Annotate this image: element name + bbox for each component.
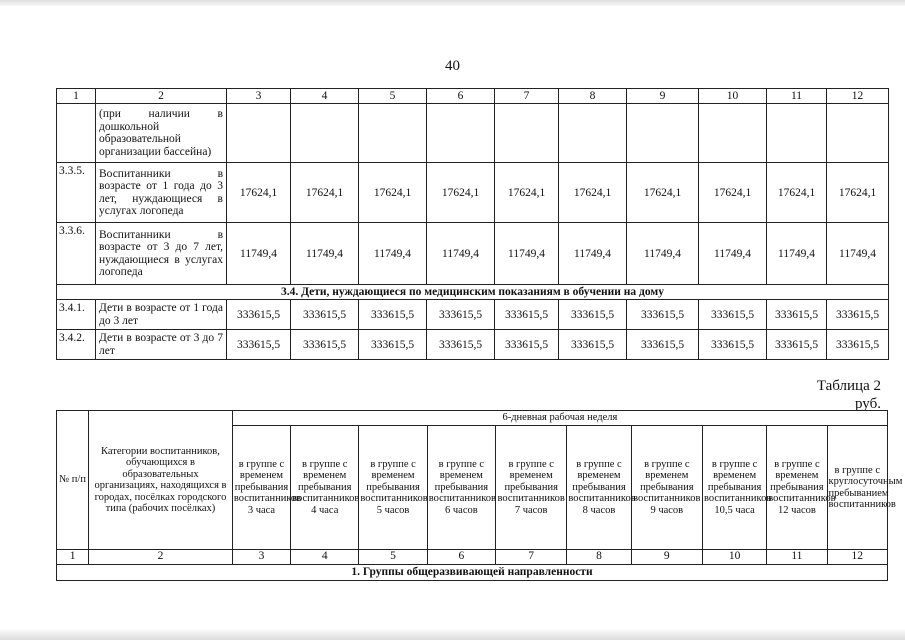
- table-row: [57, 104, 889, 163]
- cell-value: 11749,4: [627, 223, 699, 285]
- scan-edge-bottom: [0, 628, 905, 640]
- cell-value: 11749,4: [359, 223, 427, 285]
- group-header: в группе с временем пребывания воспитанников 5 часов: [359, 426, 427, 550]
- cell-value: 17624,1: [559, 163, 627, 223]
- cell-value: 333615,5: [827, 330, 889, 360]
- cell-value: 333615,5: [291, 300, 359, 330]
- column-number: 12: [827, 550, 887, 565]
- column-number: 2: [96, 89, 227, 104]
- cell-value: 333615,5: [291, 330, 359, 360]
- table-row: [57, 223, 889, 285]
- column-number: 5: [359, 550, 427, 565]
- table-row: [57, 330, 889, 360]
- column-number: 9: [627, 89, 699, 104]
- table2-unit: руб.: [855, 396, 881, 412]
- column-number: 10: [699, 89, 767, 104]
- cell-value: 333615,5: [767, 330, 827, 360]
- group-header: в группе с временем пребывания воспитанников 9 часов: [631, 426, 702, 550]
- table-header-row: [57, 411, 888, 426]
- column-header-number: № п/п: [57, 411, 89, 550]
- cell-value: 11749,4: [767, 223, 827, 285]
- column-number: 7: [495, 89, 559, 104]
- row-category: Воспитанники в возрасте от 1 года до 3 лет, нуждающиеся в услугах логопеда: [96, 163, 227, 223]
- column-number: 4: [291, 89, 359, 104]
- cell-value: 17624,1: [427, 163, 495, 223]
- row-category: Воспитанники в возрасте от 3 до 7 лет, нуждающиеся в услугах логопеда: [96, 223, 227, 285]
- row-code: 3.3.6.: [57, 223, 96, 285]
- column-number: 5: [359, 89, 427, 104]
- tariff-table-2: [56, 410, 903, 581]
- cell-value: 333615,5: [559, 300, 627, 330]
- row-category: Дети в возрасте от 3 до 7 лет: [96, 330, 227, 360]
- column-number-row: [57, 550, 888, 565]
- cell-value: 333615,5: [427, 300, 495, 330]
- cell-value: 333615,5: [699, 300, 767, 330]
- cell-value: 17624,1: [359, 163, 427, 223]
- column-number: 2: [89, 550, 233, 565]
- cell-value: 333615,5: [495, 330, 559, 360]
- cell-value: 11749,4: [495, 223, 559, 285]
- cell-value: 333615,5: [227, 300, 291, 330]
- cell-value: 17624,1: [827, 163, 889, 223]
- cell-value: 333615,5: [699, 330, 767, 360]
- column-number: 1: [57, 550, 89, 565]
- row-code: 3.4.2.: [57, 330, 96, 360]
- cell-value: 17624,1: [699, 163, 767, 223]
- cell-value: 333615,5: [627, 300, 699, 330]
- table-row: [57, 300, 889, 330]
- column-number: 12: [827, 89, 889, 104]
- column-number: 9: [631, 550, 702, 565]
- group-header: в группе с временем пребывания воспитанников 4 часа: [291, 426, 359, 550]
- group-header: в группе с временем пребывания воспитанников 12 часов: [767, 426, 827, 550]
- row-category: Дети в возрасте от 1 года до 3 лет: [96, 300, 227, 330]
- cell-value: 11749,4: [227, 223, 291, 285]
- row-code: 3.4.1.: [57, 300, 96, 330]
- cell-value: 11749,4: [427, 223, 495, 285]
- cell-value: 333615,5: [767, 300, 827, 330]
- column-number: 1: [57, 89, 96, 104]
- column-header-category: Категории воспитанников, обучающихся в образовательных организациях, находящихся в городах, посёлках городского типа (рабочих посёлках): [89, 411, 233, 550]
- week-header: 6-дневная рабочая неделя: [232, 411, 887, 426]
- column-number: 6: [427, 89, 495, 104]
- cell-value: 11749,4: [559, 223, 627, 285]
- column-number: 3: [232, 550, 290, 565]
- page-number: 40: [445, 58, 460, 74]
- cell-value: 17624,1: [495, 163, 559, 223]
- scan-edge-top: [0, 0, 905, 6]
- cell-value: 17624,1: [291, 163, 359, 223]
- column-number: 7: [496, 550, 567, 565]
- section-title: 1. Группы общеразвивающей направленности: [57, 565, 888, 581]
- column-number: 6: [427, 550, 495, 565]
- row-code: 3.3.5.: [57, 163, 96, 223]
- table-row: [57, 163, 889, 223]
- group-header: в группе с временем пребывания воспитанников 8 часов: [567, 426, 631, 550]
- cell-value: 17624,1: [227, 163, 291, 223]
- cell-value: 333615,5: [627, 330, 699, 360]
- column-number: 4: [291, 550, 359, 565]
- column-number: 3: [227, 89, 291, 104]
- cell-value: 333615,5: [827, 300, 889, 330]
- column-number: 10: [702, 550, 766, 565]
- column-number: 11: [767, 550, 827, 565]
- group-header: в группе с временем пребывания воспитанников 7 часов: [496, 426, 567, 550]
- group-header: в группе с временем пребывания воспитанников 6 часов: [427, 426, 495, 550]
- cell-value: 333615,5: [427, 330, 495, 360]
- column-number: 8: [567, 550, 631, 565]
- column-number: 8: [559, 89, 627, 104]
- cell-value: 11749,4: [699, 223, 767, 285]
- group-header: в группе с временем пребывания воспитанников 10,5 часа: [702, 426, 766, 550]
- table2-title: Таблица 2: [816, 378, 881, 394]
- category-continued: (при наличии в дошкольной образовательной организации бассейна): [96, 104, 227, 163]
- cell-value: 11749,4: [827, 223, 889, 285]
- cell-value: 17624,1: [627, 163, 699, 223]
- cell-value: 333615,5: [359, 300, 427, 330]
- cell-value: 333615,5: [559, 330, 627, 360]
- cell-value: 17624,1: [767, 163, 827, 223]
- tariff-table-continued: [56, 88, 889, 360]
- group-header: в группе с круглосуточным пребыванием воспитанников: [827, 426, 887, 550]
- cell-value: 333615,5: [227, 330, 291, 360]
- group-header: в группе с временем пребывания воспитанников 3 часа: [232, 426, 290, 550]
- column-number-row: [57, 89, 889, 104]
- cell-value: 11749,4: [291, 223, 359, 285]
- cell-value: 333615,5: [495, 300, 559, 330]
- cell-value: 333615,5: [359, 330, 427, 360]
- section-header-row: [57, 565, 888, 581]
- section-header-row: [57, 285, 889, 300]
- section-title: 3.4. Дети, нуждающиеся по медицинским показаниям в обучении на дому: [57, 285, 889, 300]
- column-number: 11: [767, 89, 827, 104]
